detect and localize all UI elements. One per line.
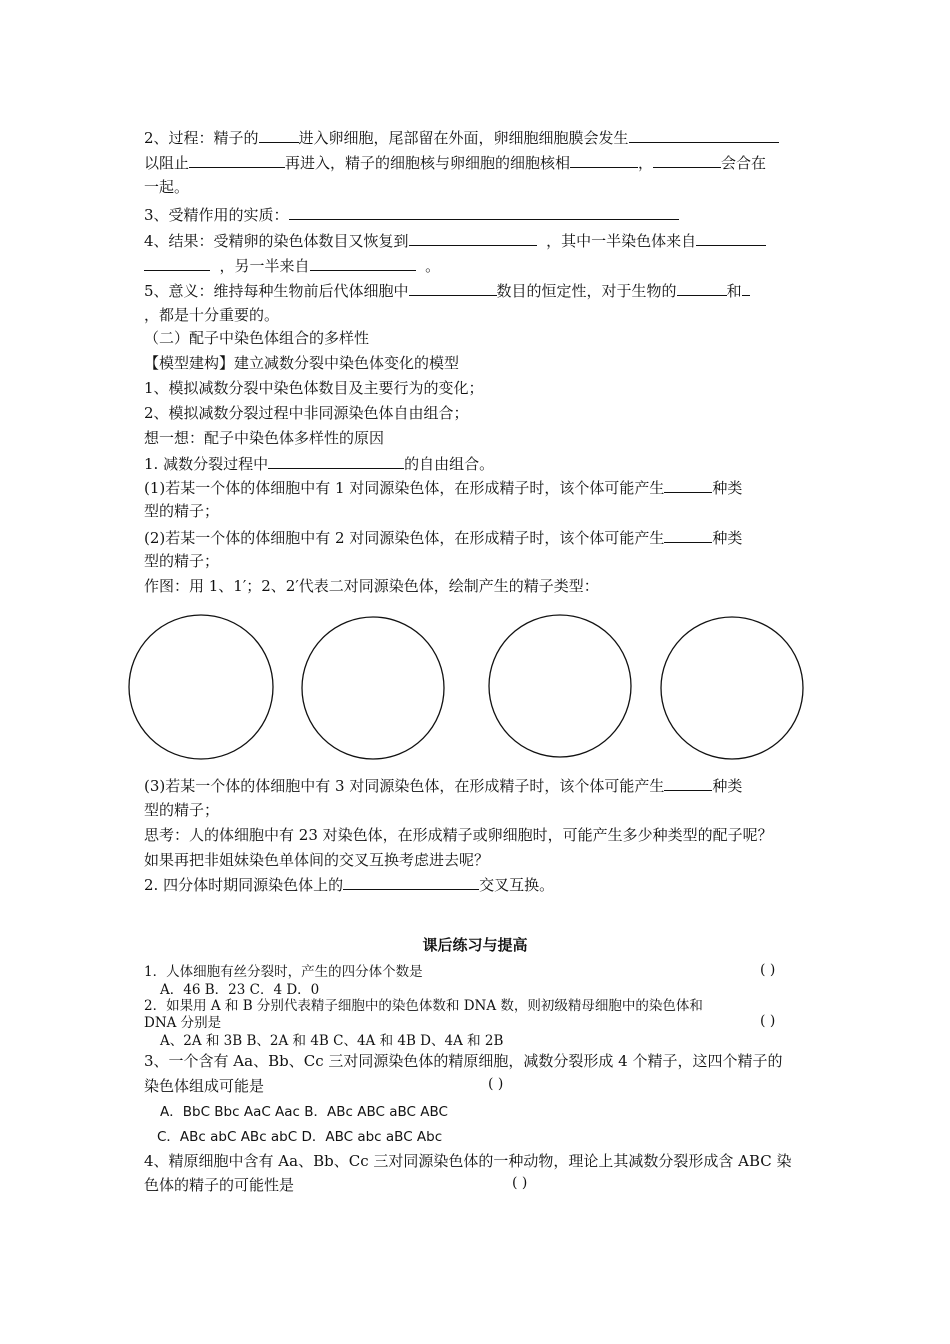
drawing-instruction: 作图：用 1、1′；2、2′代表二对同源染色体，绘制产生的精子类型： xyxy=(144,577,599,595)
drawing-circle[interactable] xyxy=(489,615,631,757)
exercises-title: 课后练习与提高 xyxy=(422,936,528,954)
text: (2)若某一个体的体细胞中有 2 对同源染色体，在形成精子时，该个体可能产生 xyxy=(144,529,665,547)
blank[interactable] xyxy=(259,127,299,143)
text: ，都是十分重要的。 xyxy=(144,306,280,324)
drawing-circle[interactable] xyxy=(661,617,803,759)
blank[interactable] xyxy=(664,527,712,543)
text: 会合在 xyxy=(721,154,767,172)
text: 。 xyxy=(425,257,441,275)
blank[interactable] xyxy=(268,453,404,469)
question-1-line-2: 型的精子； xyxy=(144,502,220,520)
text: 种类 xyxy=(712,479,743,497)
blank[interactable] xyxy=(629,127,779,143)
blank[interactable] xyxy=(696,230,766,246)
exercise-1: 1．人体细胞有丝分裂时，产生的四分体个数是 xyxy=(144,964,423,980)
exercise-3-line-1: 3、一个含有 Aa、Bb、Cc 三对同源染色体的精原细胞，减数分裂形成 4 个精子，这四个精子的 xyxy=(144,1052,783,1070)
exercise-1-options: A．46 B．23 C．4 D．0 xyxy=(160,982,320,998)
text: 以阻止 xyxy=(144,154,190,172)
text: 一起。 xyxy=(144,178,190,196)
blank[interactable] xyxy=(144,255,210,271)
text: ，其中一半染色体来自 xyxy=(546,232,697,250)
blank[interactable] xyxy=(409,230,537,246)
blank[interactable] xyxy=(664,477,712,493)
text: 交叉互换。 xyxy=(479,876,555,894)
reason-1 xyxy=(144,453,494,474)
ponder-line-2: 如果再把非姐妹染色单体间的交叉互换考虑进去呢？ xyxy=(144,851,490,869)
question-2-line-1 xyxy=(144,527,742,548)
text: ， xyxy=(638,154,654,172)
blank[interactable] xyxy=(409,280,497,296)
exercise-2-options: A、2A 和 3B B、2A 和 4B C、4A 和 4B D、4A 和 2B xyxy=(160,1033,504,1049)
text: 1. 减数分裂过程中 xyxy=(144,455,269,473)
process-line-3 xyxy=(144,177,189,197)
blank[interactable] xyxy=(677,280,727,296)
meaning-line-2 xyxy=(144,305,279,325)
section-heading: （二）配子中染色体组合的多样性 xyxy=(144,329,370,347)
text: (1)若某一个体的体细胞中有 1 对同源染色体，在形成精子时，该个体可能产生 xyxy=(144,479,665,497)
question-2-line-2: 型的精子； xyxy=(144,552,220,570)
exercise-3-line-2: 染色体组成可能是 xyxy=(144,1077,265,1095)
text: (3)若某一个体的体细胞中有 3 对同源染色体，在形成精子时，该个体可能产生 xyxy=(144,777,665,795)
answer-paren[interactable]: ( ) xyxy=(760,962,776,978)
text: 的自由组合。 xyxy=(404,455,495,473)
drawing-circle[interactable] xyxy=(302,617,444,759)
process-line-2 xyxy=(144,152,766,173)
text: 种类 xyxy=(712,529,743,547)
blank[interactable] xyxy=(289,204,679,220)
answer-paren[interactable]: ( ) xyxy=(512,1175,528,1191)
text: 4、结果：受精卵的染色体数目又恢复到 xyxy=(144,232,409,250)
ponder-line-1: 思考：人的体细胞中有 23 对染色体，在形成精子或卵细胞时，可能产生多少种类型的配子呢？ xyxy=(144,826,773,844)
answer-paren[interactable]: ( ) xyxy=(760,1013,776,1029)
text: 2、过程：精子的 xyxy=(144,129,259,147)
question-3-line-2: 型的精子； xyxy=(144,801,220,819)
result-line-1 xyxy=(144,230,766,251)
drawing-circles xyxy=(0,600,950,770)
model-item-1: 1、模拟减数分裂中染色体数目及主要行为的变化； xyxy=(144,379,484,397)
model-item-2: 2、模拟减数分裂过程中非同源染色体自由组合； xyxy=(144,404,469,422)
reason-2 xyxy=(144,874,554,895)
think-heading: 想一想：配子中染色体多样性的原因 xyxy=(144,429,385,447)
model-heading: 【模型建构】建立减数分裂中染色体变化的模型 xyxy=(144,354,460,372)
text: 和 xyxy=(726,282,742,300)
text: 再进入，精子的细胞核与卵细胞的细胞核相 xyxy=(285,154,571,172)
result-line-2 xyxy=(144,255,440,276)
exercise-2-line-1: 2．如果用 A 和 B 分别代表精子细胞中的染色体数和 DNA 数，则初级精母细胞中的染色体和 xyxy=(144,998,703,1014)
blank[interactable] xyxy=(310,255,416,271)
exercise-4-line-1: 4、精原细胞中含有 Aa、Bb、Cc 三对同源染色体的一种动物，理论上其减数分裂形成含 ABC 染 xyxy=(144,1152,792,1170)
exercise-3-options-cd: C．ABc abC ABc abC D．ABC abc aBC Abc xyxy=(157,1129,443,1145)
process-line-1 xyxy=(144,127,779,148)
blank[interactable] xyxy=(189,152,285,168)
exercise-2-line-2: DNA 分别是 xyxy=(144,1015,222,1031)
text: 3、受精作用的实质： xyxy=(144,206,289,224)
blank[interactable] xyxy=(664,775,712,791)
text: 种类 xyxy=(712,777,743,795)
text: 5、意义：维持每种生物前后代体细胞中 xyxy=(144,282,409,300)
meaning-line-1 xyxy=(144,280,750,301)
blank[interactable] xyxy=(742,280,750,296)
blank[interactable] xyxy=(653,152,721,168)
question-3-line-1 xyxy=(144,775,742,796)
essence-line xyxy=(144,204,679,225)
question-1-line-1 xyxy=(144,477,742,498)
drawing-circle[interactable] xyxy=(129,615,273,759)
exercise-3-options-ab: A．BbC Bbc AaC Aac B．ABc ABC aBC ABC xyxy=(160,1104,448,1120)
text: 2. 四分体时期同源染色体上的 xyxy=(144,876,344,894)
blank[interactable] xyxy=(343,874,479,890)
answer-paren[interactable]: ( ) xyxy=(488,1076,504,1092)
text: 数目的恒定性，对于生物的 xyxy=(496,282,677,300)
blank[interactable] xyxy=(570,152,638,168)
text: 进入卵细胞，尾部留在外面，卵细胞细胞膜会发生 xyxy=(298,129,629,147)
text: ，另一半来自 xyxy=(219,257,310,275)
exercise-4-line-2: 色体的精子的可能性是 xyxy=(144,1176,295,1194)
